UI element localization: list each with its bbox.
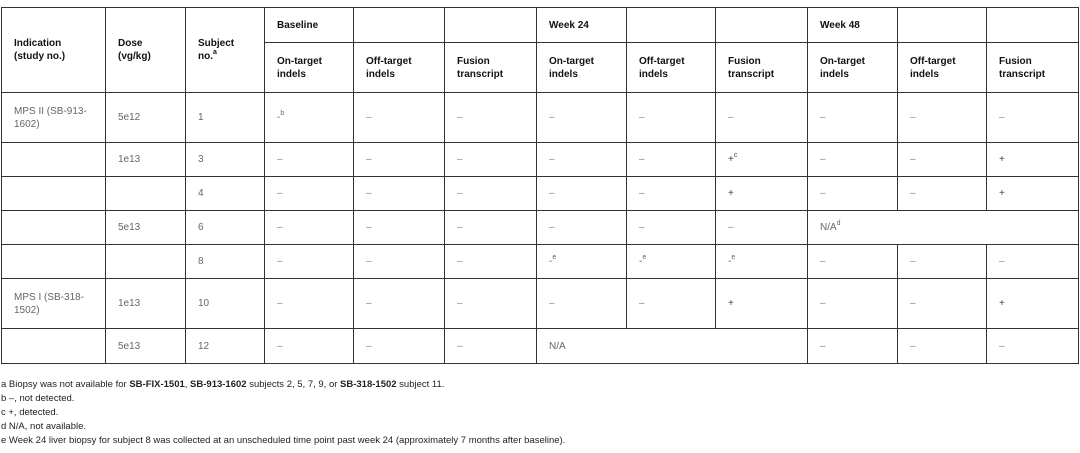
cell-week48-off-target: –	[898, 93, 987, 143]
footnote-a-text: subject 11.	[396, 379, 445, 390]
cell-week48-off-target: –	[898, 279, 987, 329]
header-week48-on-target: On-target indels	[808, 43, 898, 93]
cell-baseline-fusion: –	[445, 279, 537, 329]
header-indication: Indication (study no.)	[2, 8, 106, 93]
cell-week24-on-target: –	[537, 177, 627, 211]
cell-week48-off-target: –	[898, 177, 987, 211]
cell-week24-fusion: –	[716, 93, 808, 143]
cell-indication	[2, 245, 106, 279]
cell-week24-fusion: –	[716, 211, 808, 245]
footnotes	[1, 378, 565, 448]
header-row-1	[2, 8, 1079, 43]
header-dose: Dose (vg/kg)	[106, 8, 186, 93]
cell-baseline-off-target: –	[354, 177, 445, 211]
header-baseline-fusion: Fusion transcript	[445, 43, 537, 93]
header-week48-off-target: Off-target indels	[898, 43, 987, 93]
header-empty	[898, 8, 987, 43]
footnote-a	[1, 378, 565, 392]
cell-week48-on-target: –	[808, 329, 898, 364]
header-empty	[627, 8, 716, 43]
cell-value: -	[639, 255, 643, 267]
cell-baseline-on-target: –	[265, 245, 354, 279]
cell-dose: 1e13	[106, 143, 186, 177]
footnote-a-study: SB-318-1502	[340, 379, 397, 390]
cell-dose	[106, 177, 186, 211]
table-row	[2, 93, 1079, 143]
header-baseline: Baseline	[265, 8, 354, 43]
cell-indication	[2, 143, 106, 177]
cell-footnote-sup: c	[733, 151, 738, 159]
table-row	[2, 329, 1079, 364]
cell-baseline-off-target: –	[354, 211, 445, 245]
cell-week24-fusion: +	[716, 279, 808, 329]
cell-week48-off-target: –	[898, 329, 987, 364]
cell-baseline-off-target: –	[354, 143, 445, 177]
cell-week24-on-target: –	[537, 143, 627, 177]
cell-week48-fusion: +	[987, 177, 1079, 211]
footnote-a-text: subjects 2, 5, 7, 9, or	[246, 379, 341, 390]
cell-value: -	[277, 111, 281, 123]
cell-week24-off-target: –	[627, 211, 716, 245]
cell-week24-on-target	[537, 245, 627, 279]
header-baseline-off-target: Off-target indels	[354, 43, 445, 93]
cell-week24-off-target: –	[627, 93, 716, 143]
footnote-a-text: ,	[184, 379, 191, 390]
cell-week48-on-target: –	[808, 143, 898, 177]
cell-dose: 1e13	[106, 279, 186, 329]
cell-baseline-off-target: –	[354, 279, 445, 329]
cell-baseline-on-target: –	[265, 177, 354, 211]
cell-subject: 3	[186, 143, 265, 177]
cell-baseline-fusion: –	[445, 177, 537, 211]
cell-week48-on-target: –	[808, 93, 898, 143]
cell-week48-fusion: +	[987, 279, 1079, 329]
header-subject-label: Subject no.	[198, 37, 235, 62]
cell-week48-on-target: –	[808, 177, 898, 211]
cell-week24-merged: N/A	[537, 329, 808, 364]
cell-value: -	[728, 255, 732, 267]
cell-footnote-sup: e	[642, 253, 647, 261]
cell-week48-on-target: –	[808, 245, 898, 279]
cell-week48-fusion: –	[987, 329, 1079, 364]
footnote-e: e Week 24 liver biopsy for subject 8 was collected at an unscheduled time point past week 24 (approximately 7 months after baseline).	[1, 435, 566, 446]
header-week48-fusion: Fusion transcript	[987, 43, 1079, 93]
cell-value: +	[728, 153, 734, 165]
footnote-c: c +, detected.	[1, 407, 59, 418]
header-subject-sup: a	[213, 48, 217, 56]
cell-week48-on-target: –	[808, 279, 898, 329]
cell-baseline-fusion: –	[445, 211, 537, 245]
cell-dose: 5e13	[106, 211, 186, 245]
cell-baseline-on-target: –	[265, 279, 354, 329]
table-row	[2, 177, 1079, 211]
cell-baseline-on-target: –	[265, 211, 354, 245]
footnote-a-text: a Biopsy was not available for	[1, 379, 130, 390]
cell-baseline-on-target	[265, 93, 354, 143]
cell-dose: 5e12	[106, 93, 186, 143]
cell-value: -	[549, 255, 553, 267]
cell-baseline-on-target: –	[265, 329, 354, 364]
header-empty	[987, 8, 1079, 43]
cell-footnote-sup: b	[280, 109, 285, 117]
cell-dose	[106, 245, 186, 279]
header-week24-off-target: Off-target indels	[627, 43, 716, 93]
cell-baseline-on-target: –	[265, 143, 354, 177]
cell-indication: MPS II (SB-913-1602)	[2, 93, 106, 143]
cell-week24-on-target: –	[537, 279, 627, 329]
cell-week24-off-target: –	[627, 143, 716, 177]
header-week24: Week 24	[537, 8, 627, 43]
cell-indication: MPS I (SB-318-1502)	[2, 279, 106, 329]
table-row	[2, 211, 1079, 245]
cell-baseline-fusion: –	[445, 245, 537, 279]
cell-week24-fusion: +	[716, 177, 808, 211]
cell-baseline-fusion: –	[445, 143, 537, 177]
cell-dose: 5e13	[106, 329, 186, 364]
footnote-b: b –, not detected.	[1, 393, 75, 404]
cell-indication	[2, 211, 106, 245]
footnote-a-study: SB-913-1602	[190, 379, 247, 390]
table-row	[2, 245, 1079, 279]
header-week24-on-target: On-target indels	[537, 43, 627, 93]
cell-week48-fusion: –	[987, 93, 1079, 143]
cell-subject: 8	[186, 245, 265, 279]
cell-baseline-off-target: –	[354, 93, 445, 143]
cell-footnote-sup: e	[552, 253, 557, 261]
cell-baseline-fusion: –	[445, 93, 537, 143]
cell-baseline-fusion: –	[445, 329, 537, 364]
cell-value: N/A	[820, 221, 837, 233]
footnote-a-study: SB-FIX-1501	[129, 379, 185, 390]
header-week48: Week 48	[808, 8, 898, 43]
header-empty	[716, 8, 808, 43]
footnote-d: d N/A, not available.	[1, 421, 87, 432]
header-subject	[186, 8, 265, 93]
cell-week24-fusion	[716, 245, 808, 279]
header-empty	[354, 8, 445, 43]
cell-indication	[2, 329, 106, 364]
cell-subject: 12	[186, 329, 265, 364]
cell-week24-off-target: –	[627, 177, 716, 211]
cell-week48-off-target: –	[898, 143, 987, 177]
cell-subject: 1	[186, 93, 265, 143]
cell-week48-merged	[808, 211, 1079, 245]
cell-baseline-off-target: –	[354, 329, 445, 364]
cell-subject: 4	[186, 177, 265, 211]
cell-baseline-off-target: –	[354, 245, 445, 279]
cell-week48-fusion: +	[987, 143, 1079, 177]
header-empty	[445, 8, 537, 43]
cell-week48-fusion: –	[987, 245, 1079, 279]
cell-subject: 10	[186, 279, 265, 329]
cell-week24-on-target: –	[537, 211, 627, 245]
cell-footnote-sup: e	[731, 253, 736, 261]
cell-indication	[2, 177, 106, 211]
cell-week24-off-target	[627, 245, 716, 279]
cell-footnote-sup: d	[836, 219, 841, 227]
header-week24-fusion: Fusion transcript	[716, 43, 808, 93]
cell-week24-off-target: –	[627, 279, 716, 329]
cell-subject: 6	[186, 211, 265, 245]
header-baseline-on-target: On-target indels	[265, 43, 354, 93]
results-table	[1, 7, 1079, 364]
cell-week48-off-target: –	[898, 245, 987, 279]
table-row	[2, 143, 1079, 177]
cell-week24-fusion	[716, 143, 808, 177]
table-row	[2, 279, 1079, 329]
cell-week24-on-target: –	[537, 93, 627, 143]
